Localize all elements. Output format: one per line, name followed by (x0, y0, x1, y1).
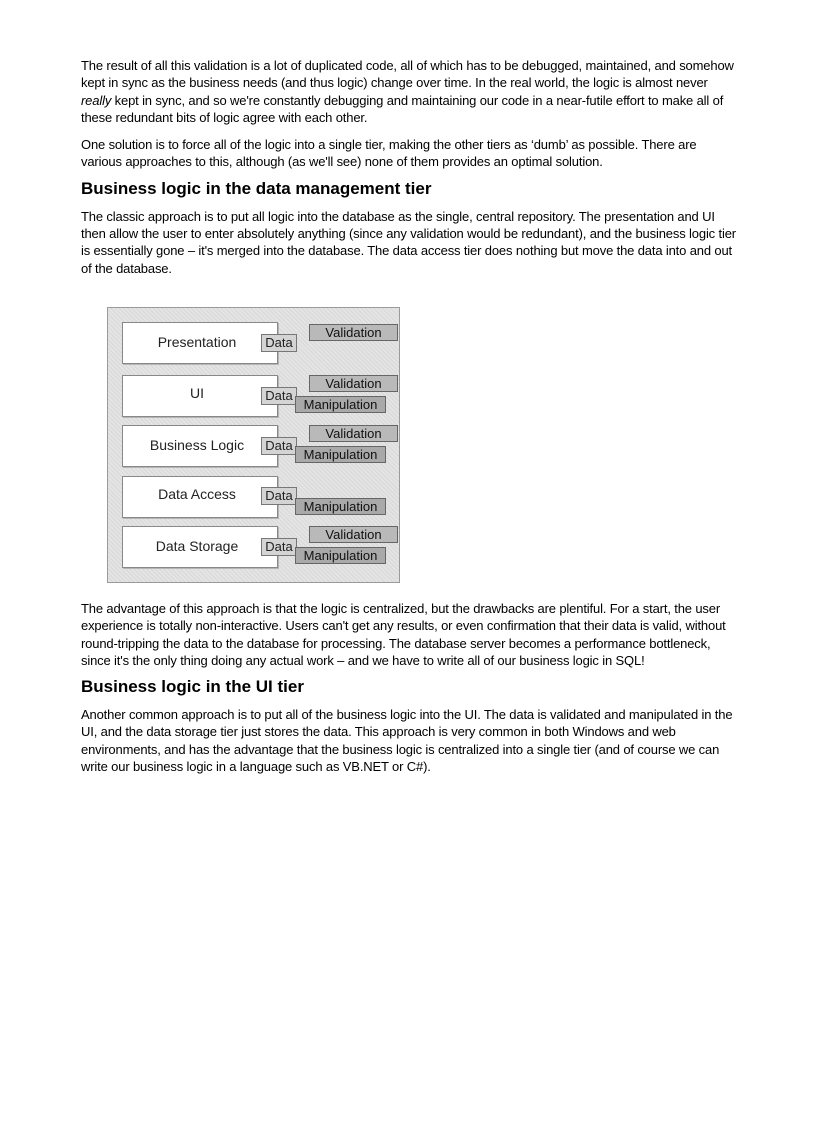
tier-presentation (122, 322, 392, 364)
paragraph-ui-approach: Another common approach is to put all of the business logic into the UI. The data is validated and manipulated in the UI, and the data storage tier just stores the data. This approach is very common in both Windows and web environments, and has the advantage that the business logic is centralized into a single tier (and of course we can write our business logic in a language such as VB.NET or C#). (81, 707, 733, 775)
manipulation-tag: Manipulation (295, 498, 386, 515)
paragraph-duplicated-code: The result of all this validation is a lot of duplicated code, all of which has to be debugged, maintained, and somehow kept in sync as the business needs (and thus logic) change over time. In the real world, the logic is almost never really kept in sync, and so we're constantly debugging and maintaining our code in a near-futile effort to make all of these redundant bits of logic agree with each other. (81, 58, 734, 125)
tier-label: Business Logic (149, 436, 245, 453)
data-tag: Data (261, 538, 297, 556)
paragraph-classic-approach: The classic approach is to put all logic into the database as the single, central repository. The presentation and UI then allow the user to enter absolutely anything (since any validation would be redundant), and the business logic tier is essentially gone – it's merged into the database. The data access tier does nothing but move the data into and out of the database. (81, 208, 736, 276)
tier-label: Data Access (158, 485, 236, 502)
validation-tag: Validation (309, 375, 398, 392)
tier-diagram (107, 307, 400, 583)
manipulation-tag: Manipulation (295, 547, 386, 564)
tier-ui (122, 375, 392, 417)
tier-label: Data Storage (155, 537, 239, 554)
validation-tag: Validation (309, 526, 398, 543)
tier-label: Presentation (157, 333, 237, 350)
tier-data-storage (122, 526, 392, 568)
heading-data-management-tier: Business logic in the data management tier (81, 178, 432, 198)
tier-label: UI (190, 384, 204, 401)
paragraph-single-tier: One solution is to force all of the logic into a single tier, making the other tiers as ‘dumb’ as possible. There are various approaches to this, although (as we'll see) none of them provides an optimal solution. (81, 137, 697, 170)
manipulation-tag: Manipulation (295, 446, 386, 463)
data-tag: Data (261, 387, 297, 405)
validation-tag: Validation (309, 324, 398, 341)
heading-ui-tier: Business logic in the UI tier (81, 677, 304, 697)
manipulation-tag: Manipulation (295, 396, 386, 413)
tier-business-logic (122, 425, 392, 467)
data-tag: Data (261, 437, 297, 455)
data-tag: Data (261, 487, 297, 505)
emphasis-really: really (81, 92, 112, 108)
paragraph-advantages-drawbacks: The advantage of this approach is that the logic is centralized, but the drawbacks are plentiful. For a start, the user experience is totally non-interactive. Users can't get any results, or even confirmation that their data is valid, without round-tripping the data to the database for processing. The database server becomes a performance bottleneck, since it's the only thing doing any actual work – and we have to write all of our business logic in SQL! (81, 600, 726, 668)
data-tag: Data (261, 334, 297, 352)
validation-tag: Validation (309, 425, 398, 442)
document-page (81, 57, 737, 775)
tier-data-access (122, 476, 392, 518)
